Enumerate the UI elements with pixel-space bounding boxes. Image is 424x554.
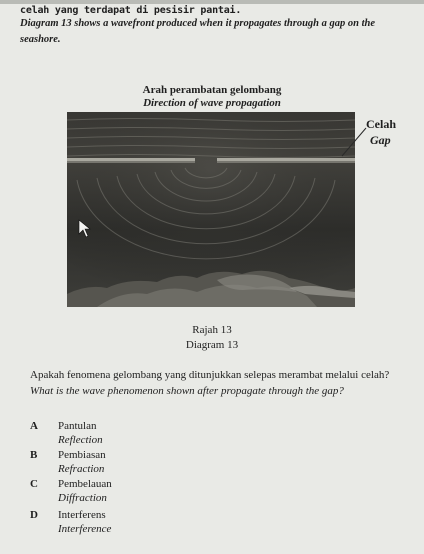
option-c-english: Diffraction [58,492,107,504]
page-edge [0,0,424,4]
question-malay: Apakah fenomena gelombang yang ditunjukkan selepas merambat melalui celah? [30,369,390,381]
figure-title-english: Diagram 13 [185,339,239,351]
option-b-letter: B [30,449,38,461]
option-d-letter: D [30,509,38,521]
intro-line-2: Diagram 13 shows a wavefront produced when it propagates through a gap on the [20,18,376,29]
option-a-letter: A [30,420,38,432]
figure-caption-english: Direction of wave propagation [143,97,281,109]
figure-caption-malay: Arah perambatan gelombang [142,84,282,96]
option-b-malay: Pembiasan [58,449,106,461]
gap-pointer-line [340,124,370,158]
wave-photo [67,112,355,307]
gap-label-malay: Celah [366,117,396,131]
option-a-malay: Pantulan [58,420,97,432]
option-c-malay: Pembelauan [58,478,112,490]
wave-photo-illustration [67,112,355,307]
question-english: What is the wave phenomenon shown after propagate through the gap? [30,385,344,397]
figure-title-malay: Rajah 13 [192,324,232,336]
gap-label-english: Gap [370,133,391,147]
option-c-letter: C [30,478,38,490]
option-a-english: Reflection [58,434,103,446]
intro-line-1: celah yang terdapat di pesisir pantai. [20,5,242,16]
option-d-malay: Interferens [58,509,106,521]
option-d-english: Interference [58,523,112,535]
option-b-english: Refraction [58,463,105,475]
intro-line-3: seashore. [20,34,61,45]
